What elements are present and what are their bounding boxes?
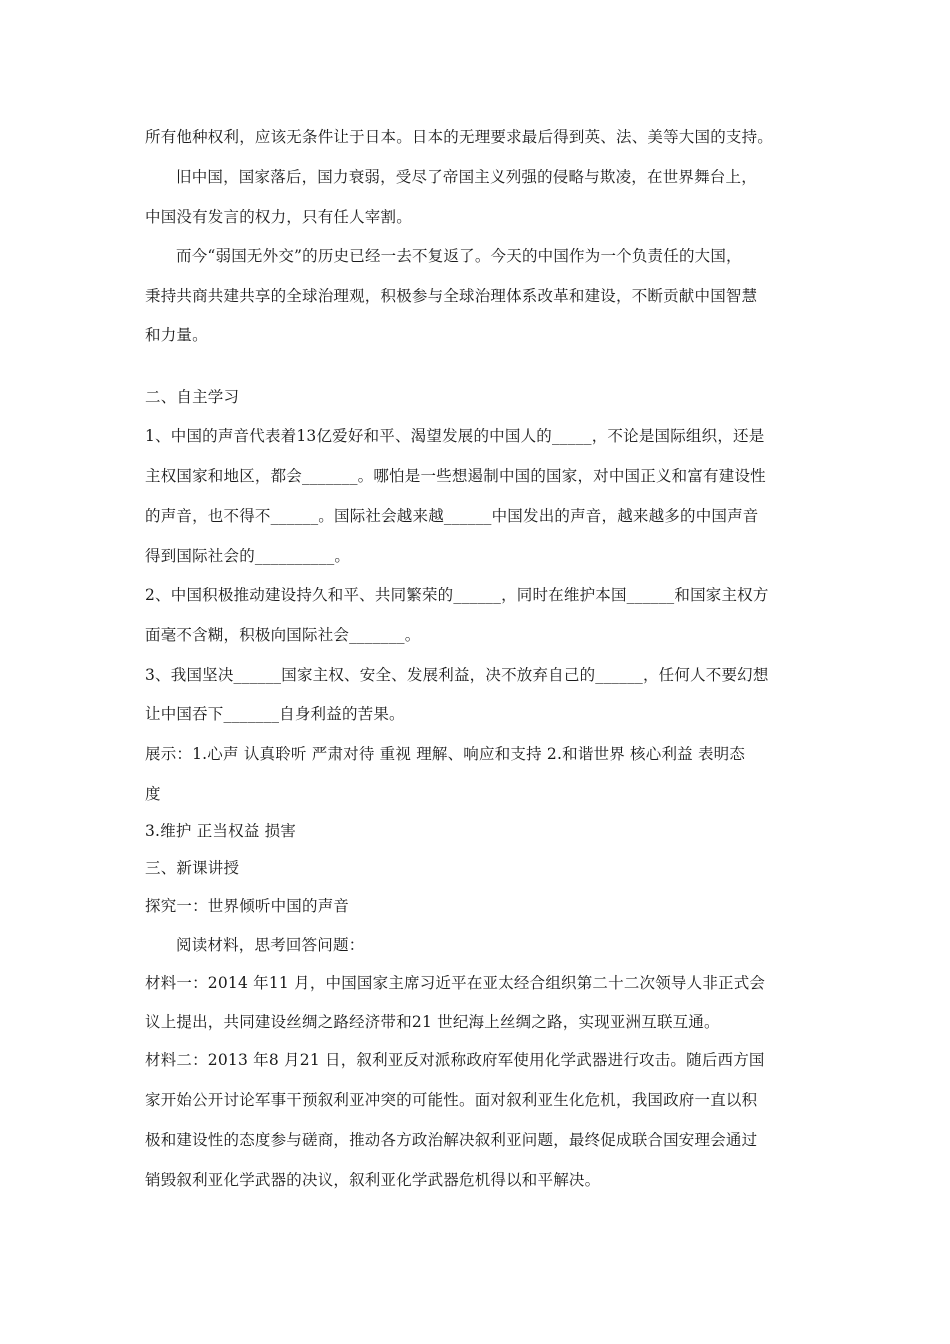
intro-line: 秉持共商共建共享的全球治理观，积极参与全球治理体系改革和建设，不断贡献中国智慧 <box>145 287 758 305</box>
question-line: 让中国吞下_______自身利益的苦果。 <box>145 705 405 723</box>
material-line: 议上提出，共同建设丝绸之路经济带和21 世纪海上丝绸之路，实现亚洲互联互通。 <box>145 1013 720 1031</box>
answer-line: 3.维护 正当权益 损害 <box>145 822 297 840</box>
intro-line: 而今“弱国无外交”的历史已经一去不复返了。今天的中国作为一个负责任的大国， <box>176 247 742 265</box>
question-line: 的声音，也不得不______。国际社会越来越______中国发出的声音，越来越多的中国声音 <box>145 507 759 525</box>
question-line: 面毫不含糊，积极向国际社会_______。 <box>145 626 421 644</box>
section-heading-new-lesson: 三、新课讲授 <box>145 859 240 877</box>
material-line: 材料二：2013 年8 月21 日，叙利亚反对派称政府军使用化学武器进行攻击。随后西方国 <box>145 1051 765 1069</box>
section-heading-self-study: 二、自主学习 <box>145 388 240 406</box>
instruction-text: 阅读材料，思考回答问题： <box>176 936 365 954</box>
intro-line: 和力量。 <box>145 326 208 344</box>
inquiry-title: 探究一：世界倾听中国的声音 <box>145 897 350 915</box>
question-line: 3、我国坚决______国家主权、安全、发展利益，决不放弃自己的______，任何人不要幻想 <box>145 666 769 684</box>
question-line: 得到国际社会的__________。 <box>145 547 351 565</box>
intro-line: 旧中国，国家落后，国力衰弱，受尽了帝国主义列强的侵略与欺凌，在世界舞台上， <box>176 168 757 186</box>
material-line: 材料一：2014 年11 月，中国国家主席习近平在亚太经合组织第二十二次领导人非正式会 <box>145 974 766 992</box>
answer-line: 度 <box>145 785 161 803</box>
question-line: 2、中国积极推动建设持久和平、共同繁荣的______，同时在维护本国______和国家主权方 <box>145 586 769 604</box>
material-line: 极和建设性的态度参与磋商，推动各方政治解决叙利亚问题，最终促成联合国安理会通过 <box>145 1131 758 1149</box>
intro-line: 中国没有发言的权力，只有任人宰割。 <box>145 208 412 226</box>
material-line: 家开始公开讨论军事干预叙利亚冲突的可能性。面对叙利亚生化危机，我国政府一直以积 <box>145 1091 758 1109</box>
answer-line: 展示：1.心声 认真聆听 严肃对待 重视 理解、响应和支持 2.和谐世界 核心利益 表明态 <box>145 745 746 763</box>
intro-line: 所有他种权利，应该无条件让于日本。日本的无理要求最后得到英、法、美等大国的支持。 <box>145 128 774 146</box>
material-line: 销毁叙利亚化学武器的决议，叙利亚化学武器危机得以和平解决。 <box>145 1171 601 1189</box>
question-line: 主权国家和地区，都会_______。哪怕是一些想遏制中国的国家，对中国正义和富有建设性 <box>145 467 766 485</box>
question-line: 1、中国的声音代表着13亿爱好和平、渴望发展的中国人的_____，不论是国际组织，还是 <box>145 427 765 445</box>
